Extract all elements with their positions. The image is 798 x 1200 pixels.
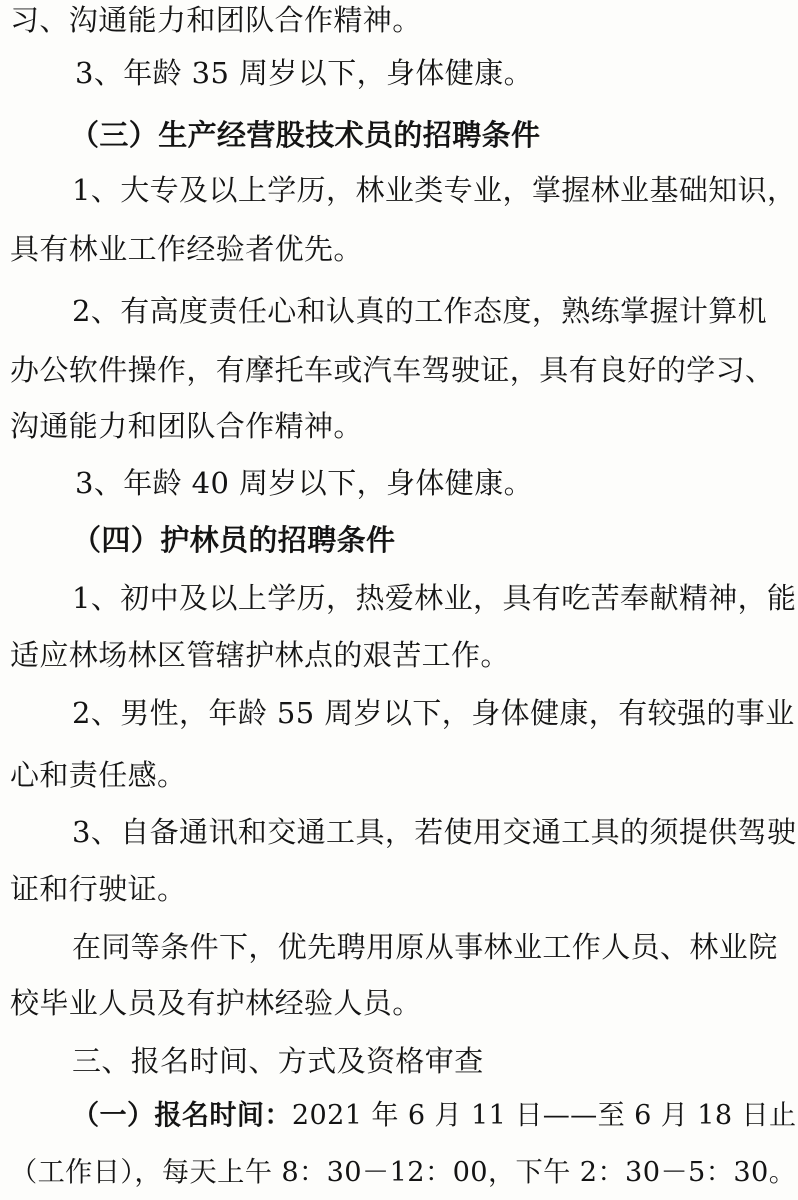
- text-line: 习、沟通能力和团队合作精神。: [10, 3, 422, 37]
- section-heading: 三、报名时间、方式及资格审查: [72, 1044, 484, 1078]
- text-line: 3、自备通讯和交通工具，若使用交通工具的须提供驾驶: [72, 815, 797, 849]
- text-line: 在同等条件下，优先聘用原从事林业工作人员、林业院: [72, 930, 778, 964]
- text-line: 校毕业人员及有护林经验人员。: [10, 986, 422, 1020]
- text-line: 适应林场林区管辖护林点的艰苦工作。: [10, 638, 510, 672]
- text-line: 1、初中及以上学历，热爱林业，具有吃苦奉献精神，能: [72, 581, 797, 615]
- text-line: 沟通能力和团队合作精神。: [10, 409, 363, 443]
- text-line: 办公软件操作，有摩托车或汽车驾驶证，具有良好的学习、: [10, 353, 775, 387]
- section-heading: （三）生产经营股技术员的招聘条件: [70, 118, 541, 152]
- section-heading: （四）护林员的招聘条件: [72, 523, 396, 557]
- text-line: 心和责任感。: [10, 758, 187, 792]
- text-line: 1、大专及以上学历，林业类专业，掌握林业基础知识，: [72, 173, 797, 207]
- text-line: [72, 1098, 796, 1134]
- text-line: 证和行驶证。: [10, 872, 187, 906]
- text-line: 3、年龄 40 周岁以下，身体健康。: [75, 466, 533, 500]
- text-line: （工作日），每天上午 8：30－12：00，下午 2：30－5：30。: [10, 1157, 797, 1188]
- enroll-time-value: 2021 年 6 月 11 日——至 6 月 18 日止: [291, 1100, 797, 1131]
- text-line: 3、年龄 35 周岁以下，身体健康。: [75, 56, 533, 90]
- text-line: 2、男性，年龄 55 周岁以下，身体健康，有较强的事业: [72, 696, 795, 730]
- text-line: 2、有高度责任心和认真的工作态度，熟练掌握计算机: [72, 294, 768, 328]
- enroll-time-label: （一）报名时间：: [72, 1100, 292, 1131]
- text-line: 具有林业工作经验者优先。: [10, 232, 363, 266]
